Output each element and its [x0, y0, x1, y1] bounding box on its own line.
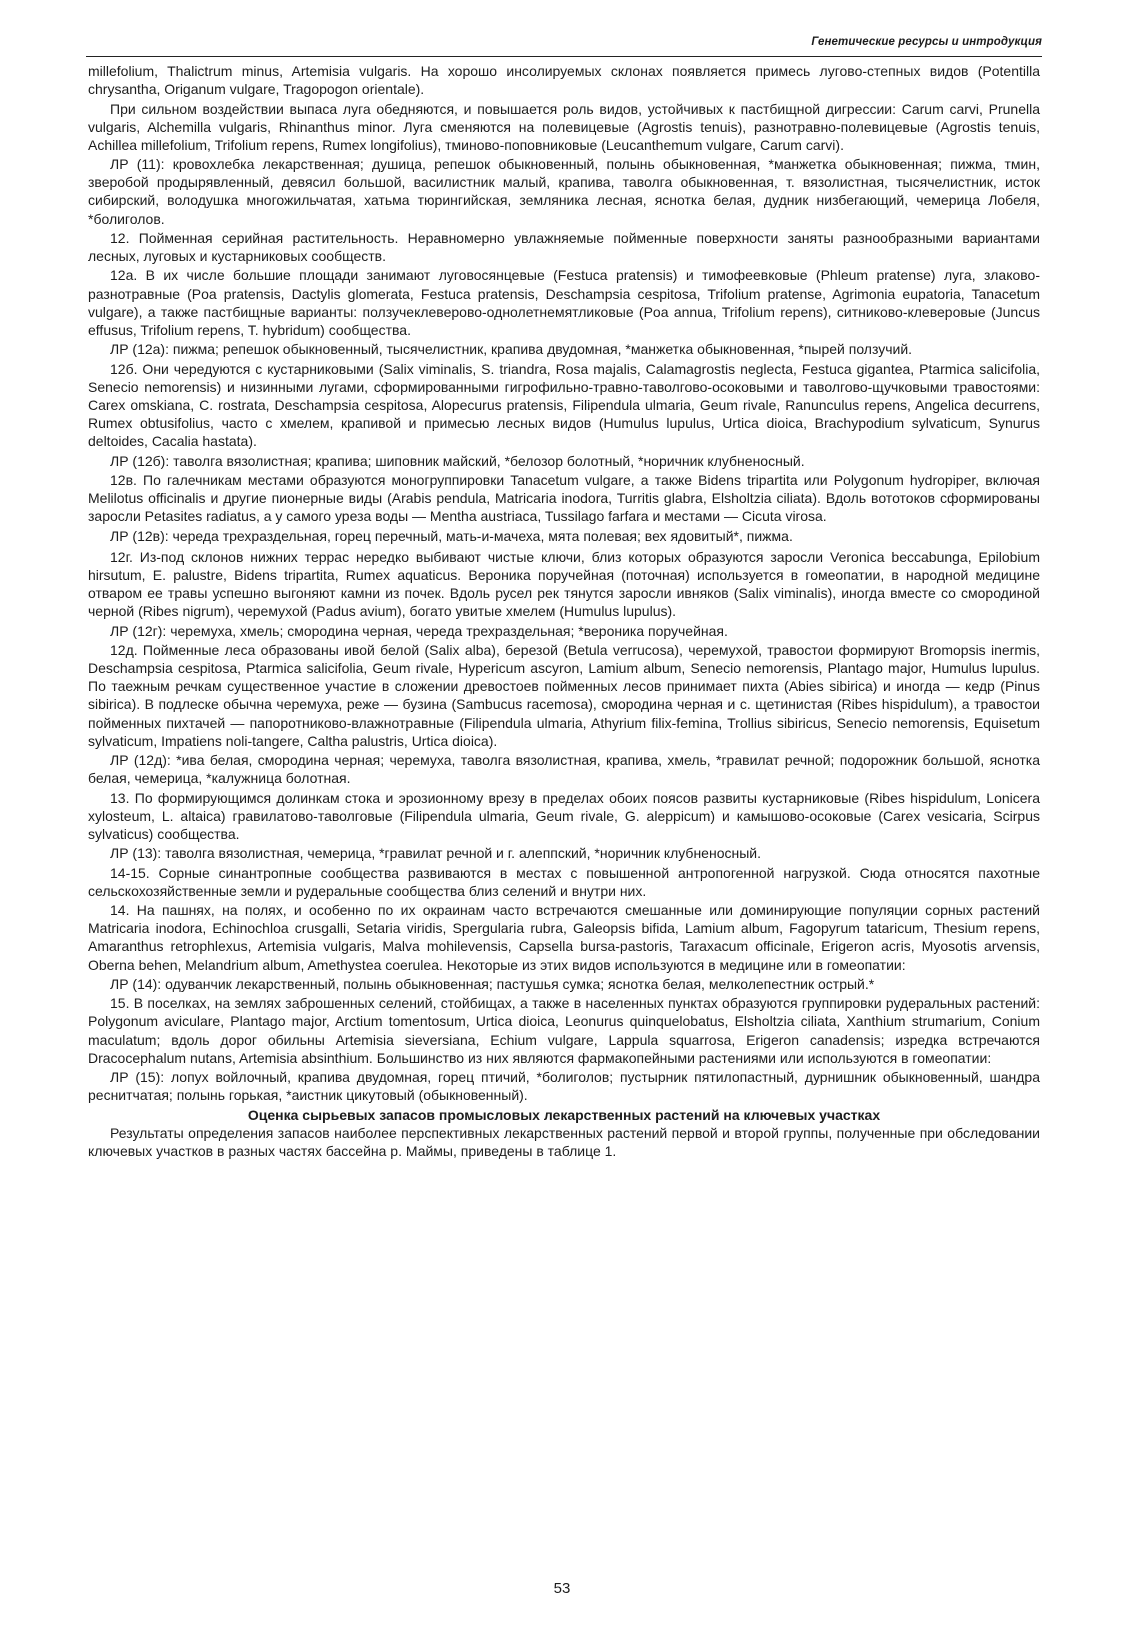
paragraph: ЛР (12д): *ива белая, смородина черная; черемуха, таволга вязолистная, крапива, хмель, *гравилат речной; подорожник большой, яснотка белая, чемерица, *калужница болотная. — [88, 752, 1040, 787]
paragraph: ЛР (15): лопух войлочный, крапива двудомная, горец птичий, *болиголов; пустырник пятилопастный, дурнишник обыкновенный, шандра реснитчатая; полынь горькая, *аистник цикутовый (обыкновенный). — [88, 1069, 1040, 1104]
paragraph: 12д. Пойменные леса образованы ивой белой (Salix alba), березой (Betula verrucosa), черемухой, травостои формируют Bromopsis inermis, Deschampsia cespitosa, Ptarmica salicifolia, Geum rivale, Hypericum ascyron, Lamium album, Senecio nemorensis, Plantago major, Humulus lupulus. По таежным речкам существенное участие в сложении древостоев пойменных лесов принимает пихта (Abies sibirica) и иногда — кедр (Pinus sibirica). В подлеске обычна черемуха, реже — бузина (Sambucus racemosa), смородина черная и с. щетинистая (Ribes hispidulum), а травостои пойменных пихтачей — папоротниково-влажнотравные (Filipendula ulmaria, Athyrium filix-femina, Trollius sibiricus, Senecio nemorensis, Equisetum sylvaticum, Impatiens noli-tangere, Caltha palustris, Urtica dioica). — [88, 641, 1040, 749]
paragraph: 12в. По галечникам местами образуются моногруппировки Tanacetum vulgare, а также Bidens tripartita или Polygonum hydropiper, включая Melilotus officinalis и другие пионерные виды (Arabis pendula, Matricaria inodora, Turritis glabra, Elsholtzia ciliata). Вдоль вототоков сформированы заросли Petasites radiatus, а у самого уреза воды — Mentha austriaca, Tussilago farfara и местами — Cicuta virosa. — [88, 471, 1040, 525]
paragraph: 12г. Из-под склонов нижних террас нередко выбивают чистые ключи, близ которых образуются заросли Veronica beccabunga, Epilobium hirsutum, E. palustre, Bidens tripartita, Rumex aquaticus. Вероника поручейная (поточная) используется в гомеопатии, в народной медицине отваром ее травы успешно выгоняют камни из почек. Вдоль русел рек тянутся заросли ивняков (Salix viminalis), иногда вместе со смородиной черной (Ribes nigrum), черемухой (Padus avium), богато увитые хмелем (Humulus lupulus). — [88, 548, 1040, 620]
paragraph: ЛР (12в): череда трехраздельная, горец перечный, мать-и-мачеха, мята полевая; вех ядовитый*, пижма. — [110, 527, 793, 544]
paragraph: 14. На пашнях, на полях, и особенно по их окраинам часто встречаются смешанные или доминирующие популяции сорных растений Matricaria inodora, Echinochloa crusgalli, Setaria viridis, Spergularia rubra, Galeopsis bifida, Lamium album, Fagopyrum tataricum, Thesium repens, Amaranthus retrophlexus, Artemisia vulgaris, Malva mohilevensis, Capsella bursa-pastoris, Taraxacum officinale, Erigeron acris, Myosotis arvensis, Oberna behen, Melandrium album, Amethystea coerulea. Некоторые из этих видов используются в медицине или в гомеопатии: — [88, 902, 1040, 973]
paragraph: ЛР (14): одуванчик лекарственный, полынь обыкновенная; пастушья сумка; яснотка белая, мелколепестник острый.* — [110, 975, 875, 992]
paragraph: 12. Пойменная серийная растительность. Неравномерно увлажняемые пойменные поверхности заняты разнообразными вариантами лесных, луговых и кустарниковых сообществ. — [88, 229, 1040, 265]
section-heading: Оценка сырьевых запасов промысловых лекарственных растений на ключевых участках — [247, 1106, 881, 1123]
paragraph: 12а. В их числе большие площади занимают луговосянцевые (Festuca pratensis) и тимофеевковые (Phleum pratense) луга, злаково-разнотравные (Poa pratensis, Dactylis glomerata, Festuca pratensis, Deschampsia cespitosa, Trifolium pratense, Agrimonia eupatoria, Tanacetum vulgare), а также пастбищные варианты: ползучеклеверово-однолетнемятликовые (Poa annua, Trifolium repens), ситниково-клеверовые (Juncus effusus, Trifolium repens, T. hybridum) сообщества. — [88, 267, 1040, 338]
paragraph: ЛР (11): кровохлебка лекарственная; душица, репешок обыкновенный, полынь обыкновенная, *манжетка обыкновенная; пижма, тмин, зверобой продырявленный, девясил большой, василистник малый, крапива, таволга обыкновенная, т. вязолистная, тысячелистник, исток сибирский, володушка многожильчатая, хатьма тюрингийская, земляника лесная, яснотка белая, дудник низбегающий, чемерица Лобеля, *болиголов. — [88, 156, 1040, 227]
header-rule — [86, 56, 1042, 57]
paragraph: ЛР (12а): пижма; репешок обыкновенный, тысячелистник, крапива двудомная, *манжетка обыкновенная, *пырей ползучий. — [110, 341, 913, 358]
paragraph: 14-15. Сорные синантропные сообщества развиваются в местах с повышенной антропогенной нагрузкой. Сюда относятся пахотные сельскохозяйственные земли и рудеральные сообщества близ селений и внутри них. — [88, 864, 1040, 899]
paragraph: ЛР (13): таволга вязолистная, чемерица, *гравилат речной и г. алеппский, *норичник клубненосный. — [110, 845, 761, 862]
paragraph: millefolium, Thalictrum minus, Artemisia vulgaris. На хорошо инсолируемых склонах появляется примесь лугово-степных видов (Potentilla chrysantha, Origanum vulgare, Tragopogon orientale). — [88, 63, 1040, 98]
paragraph: 12б. Они чередуются с кустарниковыми (Salix viminalis, S. triandra, Rosa majalis, Calamagrostis neglecta, Festuca gigantea, Ptarmica salicifolia, Senecio nemorensis) и низинными лугами, сформированными гигрофильно-травно-таволгово-осоковыми и таволгово-щучковыми травостоями: Carex omskiana, C. rostrata, Deschampsia cespitosa, Alopecurus pratensis, Filipendula ulmaria, Geum rivale, Ranunculus repens, Angelica decurrens, Rumex obtusifolius, часто с хмелем, крапивой и примесью лесных видов (Humulus lupulus, Urtica dioica, Brachypodium sylvaticum, Synurus deltoides, Cacalia hastata). — [88, 360, 1040, 450]
paragraph: 15. В поселках, на землях заброшенных селений, стойбищах, а также в населенных пунктах образуются группировки рудеральных растений: Polygonum aviculare, Plantago major, Arctium tomentosum, Urtica dioica, Leonurus quinquelobatus, Elsholtzia ciliata, Xanthium strumarium, Conium maculatum; вдоль дорог обильны Artemisia sieversiana, Echium vulgare, Lappula squarrosa, Erigeron canadensis; изредка встречаются Dracocephalum nutans, Artemisia absinthium. Большинство из них являются фармакопейными растениями или используются в гомеопатии: — [88, 995, 1040, 1066]
paragraph: При сильном воздействии выпаса луга обедняются, и повышается роль видов, устойчивых к пастбищной дигрессии: Carum carvi, Prunella vulgaris, Alchemilla vulgaris, Rhinanthus minor. Луга сменяются на полевицевые (Agrostis tenuis), разнотравно-полевицевые (Agrostis tenuis, Achillea millefolium, Trifolium repens, Rumex longifolius), тминово-поповниковые (Leucanthemum vulgare, Carum carvi). — [88, 100, 1040, 153]
running-header: Генетические ресурсы и интродукция — [811, 36, 1042, 48]
paragraph: 13. По формирующимся долинкам стока и эрозионному врезу в пределах обоих поясов развиты кустарниковые (Ribes hispidulum, Lonicera xylosteum, L. altaica) гравилатово-таволговые (Filipendula ulmaria, Geum rivale, G. aleppicum) и камышово-осоковые (Carex vesicaria, Scirpus sylvaticus) сообщества. — [88, 789, 1040, 842]
paragraph: ЛР (12г): черемуха, хмель; смородина черная, череда трехраздельная; *вероника поручейная. — [110, 622, 728, 639]
page-number: 53 — [553, 1580, 571, 1597]
article-body — [88, 62, 1040, 1161]
closing-paragraph: Результаты определения запасов наиболее перспективных лекарственных растений первой и второй группы, полученные при обследовании ключевых участков в разных частях бассейна р. Маймы, приведены в таблице 1. — [88, 1124, 1040, 1159]
paragraph: ЛР (12б): таволга вязолистная; крапива; шиповник майский, *белозор болотный, *норичник клубненосный. — [110, 452, 805, 469]
